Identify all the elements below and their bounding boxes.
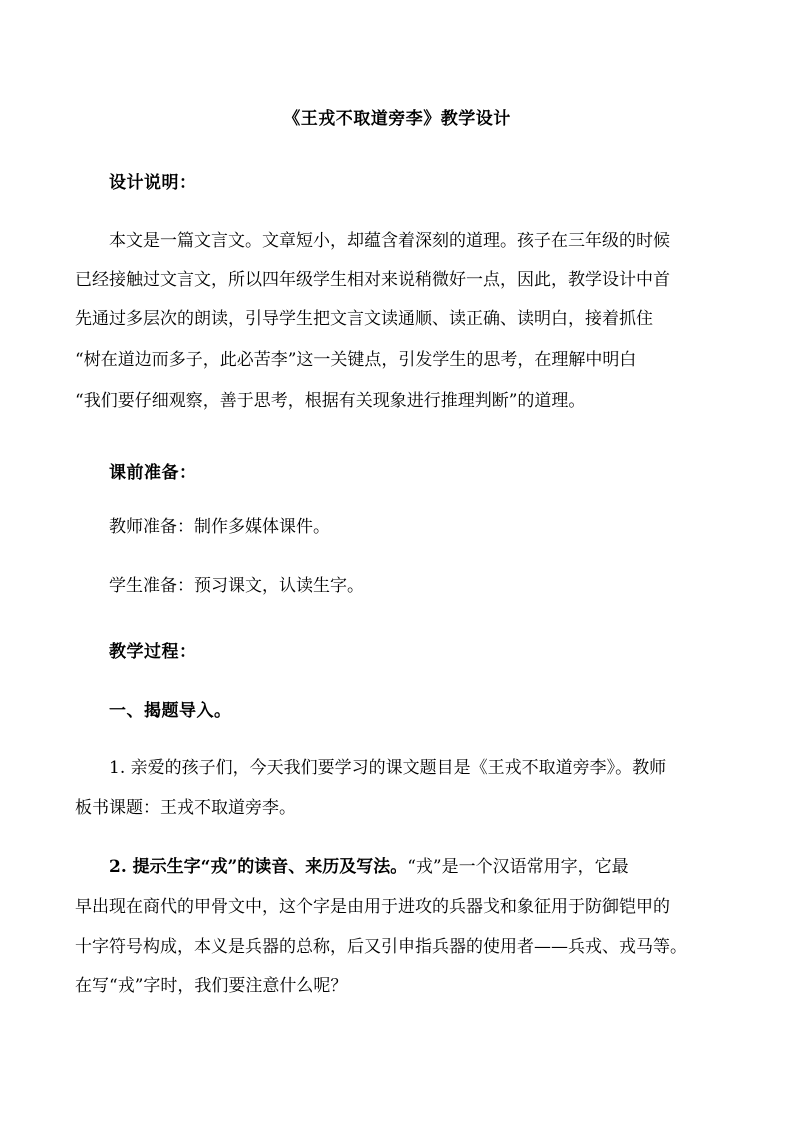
section-1-heading: 一、揭题导入。: [109, 701, 232, 721]
item-2-bold-lead: 2. 提示生字“戎”的读音、来历及写法。: [109, 857, 408, 877]
item-2-line: [109, 857, 629, 877]
item-2-line: 早出现在商代的甲骨文中，这个字是由用于进攻的兵器戈和象征用于防御铠甲的: [75, 897, 670, 917]
item-1-line: 板书课题：王戎不取道旁李。: [75, 798, 296, 818]
paragraph-line: 已经接触过文言文，所以四年级学生相对来说稍微好一点，因此，教学设计中首: [75, 270, 670, 290]
prep-heading: 课前准备：: [109, 463, 197, 483]
paragraph-line: “树在道边而多子，此必苦李”这一关键点，引发学生的思考，在理解中明白: [75, 350, 637, 370]
paragraph-line: 本文是一篇文言文。文章短小，却蕴含着深刻的道理。孩子在三年级的时候: [109, 231, 670, 251]
process-heading: 教学过程：: [109, 642, 197, 662]
document-title: 《王戎不取道旁李》教学设计: [283, 109, 511, 129]
item-2-lead-rest: “戎”是一个汉语常用字，它最: [407, 857, 629, 877]
student-prep: 学生准备：预习课文，认读生字。: [109, 576, 364, 596]
paragraph-line: 先通过多层次的朗读，引导学生把文言文读通顺、读正确、读明白，接着抓住: [75, 309, 653, 329]
item-2-line: 在写“戎”字时，我们要注意什么呢？: [75, 976, 348, 996]
item-2-line: 十字符号构成，本义是兵器的总称，后又引申指兵器的使用者——兵戎、戎马等。: [75, 937, 687, 957]
item-1-line: 1. 亲爱的孩子们，今天我们要学习的课文题目是《王戎不取道旁李》。教师: [109, 758, 667, 778]
teacher-prep: 教师准备：制作多媒体课件。: [109, 517, 330, 537]
design-heading: 设计说明：: [109, 173, 197, 193]
paragraph-line: “我们要仔细观察，善于思考，根据有关现象进行推理判断”的道理。: [75, 391, 586, 411]
